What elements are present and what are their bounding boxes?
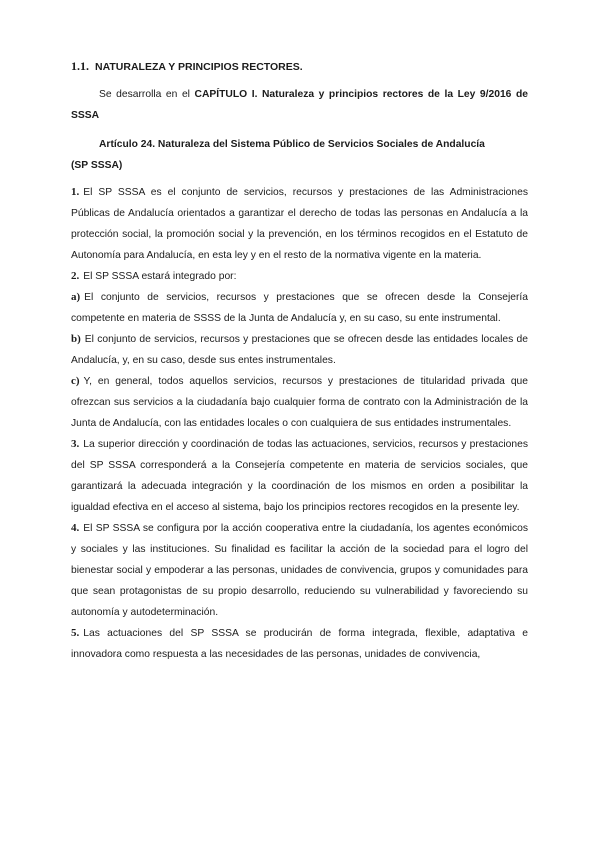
section-heading <box>71 56 528 78</box>
article-heading-line2: (SP SSSA) <box>71 160 123 171</box>
paragraph-marker: b) <box>71 333 81 345</box>
article-heading-line1: Artículo 24. Naturaleza del Sistema Público de Servicios Sociales de Andalucía <box>99 139 485 150</box>
paragraph-2b <box>71 329 528 371</box>
paragraph-text: Y, en general, todos aquellos servicios, recursos y prestaciones de titularidad privada que ofrezcan sus servicios a la ciudadanía bajo cualquier forma de contrato con la Administración de la Junta de Andalucía, con las entidades locales o con cualquiera de sus entidades instrumentales. <box>71 376 528 429</box>
paragraph-1 <box>71 182 528 266</box>
paragraph-2 <box>71 266 528 287</box>
paragraph-2a <box>71 287 528 329</box>
paragraph-text: La superior dirección y coordinación de todas las actuaciones, servicios, recursos y prestaciones del SP SSSA corresponderá a la Consejería competente en materia de servicios sociales, que garantizará la adecuada integración y la coordinación de los mismos en orden a posibilitar la igualdad efectiva en el acceso al sistema, bajo los principios rectores recogidos en la presente ley. <box>71 439 528 513</box>
section-number: 1.1. <box>71 59 89 73</box>
paragraph-5 <box>71 623 528 665</box>
intro-bold-text: CAPÍTULO I. Naturaleza y principios rectores de la Ley 9/2016 de SSSA <box>71 89 528 121</box>
paragraph-marker: 5. <box>71 627 80 639</box>
paragraph-text: Las actuaciones del SP SSSA se producirán de forma integrada, flexible, adaptativa e innovadora como respuesta a las necesidades de las personas, unidades de convivencia, <box>71 628 528 660</box>
paragraph-marker: c) <box>71 375 80 387</box>
section-title: NATURALEZA Y PRINCIPIOS RECTORES. <box>95 61 303 73</box>
intro-paragraph <box>71 84 528 126</box>
intro-prefix: Se desarrolla en el <box>99 89 195 100</box>
paragraph-3 <box>71 434 528 518</box>
paragraph-text: El SP SSSA es el conjunto de servicios, recursos y prestaciones de las Administraciones Públicas de Andalucía orientados a garantizar el derecho de todas las personas en Andalucía a la protección social, la promoción social y la prevención, en los términos recogidos en el Estatuto de Autonomía para Andalucía, en esta ley y en el resto de la normativa vigente en la materia. <box>71 187 528 261</box>
paragraph-marker: 3. <box>71 438 80 450</box>
paragraph-text: El conjunto de servicios, recursos y prestaciones que se ofrecen desde las entidades locales de Andalucía, y, en su caso, desde sus entes instrumentales. <box>71 334 528 366</box>
article-heading <box>71 134 528 176</box>
paragraph-text: El SP SSSA estará integrado por: <box>83 271 237 282</box>
paragraph-text: El SP SSSA se configura por la acción cooperativa entre la ciudadanía, los agentes económicos y sociales y las instituciones. Su finalidad es facilitar la acción de la sociedad para el logro del bienestar social y empoderar a las personas, unidades de convivencia, grupos y comunidades para que sean protagonistas de su propio desarrollo, reduciendo su vulnerabilidad y favoreciendo su autonomía y autodeterminación. <box>71 523 528 618</box>
paragraph-2c <box>71 371 528 434</box>
paragraph-marker: 4. <box>71 522 80 534</box>
paragraph-text: El conjunto de servicios, recursos y prestaciones que se ofrecen desde la Consejería competente en materia de SSSS de la Junta de Andalucía y, en su caso, su ente instrumental. <box>71 292 528 324</box>
paragraph-marker: a) <box>71 291 81 303</box>
paragraph-4 <box>71 518 528 623</box>
paragraph-marker: 1. <box>71 186 80 198</box>
paragraph-marker: 2. <box>71 270 80 282</box>
